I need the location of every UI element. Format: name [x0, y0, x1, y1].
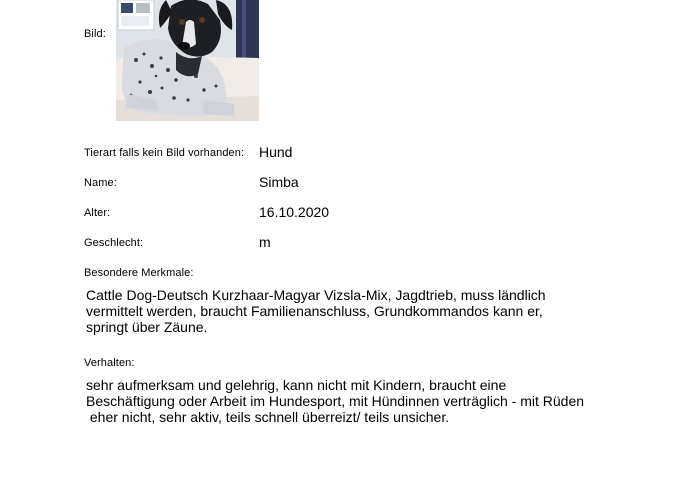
behavior-label: Verhalten: — [84, 357, 135, 369]
behavior-line: sehr aufmerksam und gelehrig, kann nicht mit Kindern, braucht eine — [86, 377, 507, 393]
features-line: vermittelt werden, braucht Familienanschluss, Grundkommandos kann er, — [86, 303, 543, 319]
dog-photo — [116, 0, 259, 121]
behavior-line: Beschäftigung oder Arbeit im Hundesport, mit Hündinnen verträglich - mit Rüden — [86, 393, 584, 409]
features-line: springt über Zäune. — [86, 319, 208, 335]
features-label: Besondere Merkmale: — [84, 267, 194, 279]
behavior-text — [86, 377, 584, 425]
species-value: Hund — [259, 144, 293, 160]
sex-value: m — [259, 234, 271, 250]
sex-label: Geschlecht: — [84, 237, 144, 249]
features-line: Cattle Dog-Deutsch Kurzhaar-Magyar Vizsla-Mix, Jagdtrieb, muss ländlich — [86, 287, 546, 303]
photo-label: Bild: — [84, 28, 106, 40]
features-text — [86, 287, 546, 335]
name-value: Simba — [259, 174, 299, 190]
age-label: Alter: — [84, 207, 111, 219]
species-label: Tierart falls kein Bild vorhanden: — [84, 147, 245, 159]
name-label: Name: — [84, 177, 117, 189]
age-value: 16.10.2020 — [259, 204, 330, 220]
behavior-line: eher nicht, sehr aktiv, teils schnell überreizt/ teils unsicher. — [86, 409, 450, 425]
